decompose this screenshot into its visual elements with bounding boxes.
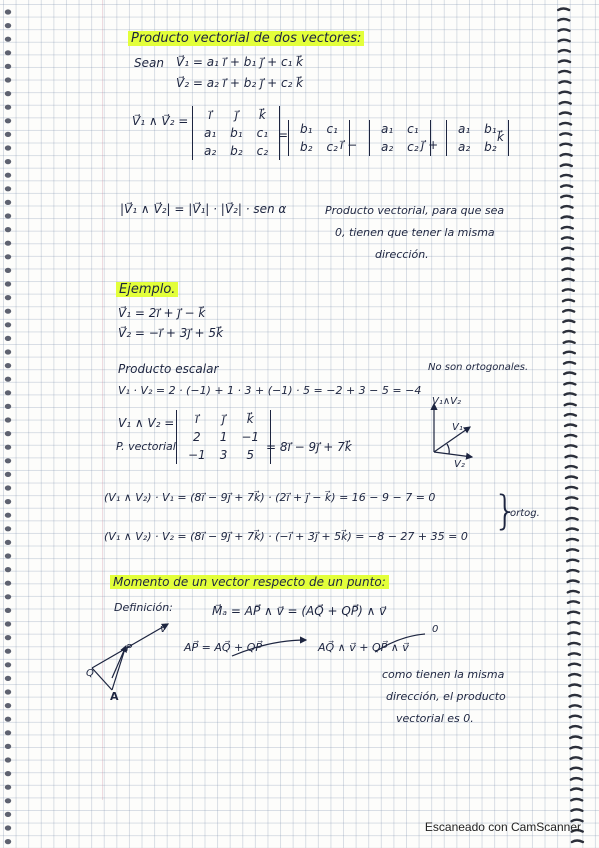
binding-hole [5, 445, 11, 450]
spiral-ring [568, 612, 579, 614]
matrix-cell: 1 [219, 430, 228, 444]
moment-note-1: como tienen la misma [382, 668, 505, 681]
binding-hole [5, 200, 11, 205]
section-title-cross-product: Producto vectorial de dos vectores: [128, 31, 364, 46]
spiral-ring [565, 393, 576, 395]
binding-hole [5, 717, 11, 722]
matrix-cell: i⃗ [208, 108, 212, 122]
spiral-ring [568, 601, 579, 603]
scanner-watermark: Escaneado con CamScanner [424, 820, 581, 834]
matrix-cell: c₁ [256, 126, 269, 140]
q-point-label: Q [86, 668, 94, 679]
cross-product-lhs: V⃗₁ ∧ V⃗₂ = [132, 114, 189, 128]
ap-sum: AP⃗ = AQ⃗ + QP⃗ [184, 641, 263, 654]
spiral-ring [561, 196, 572, 198]
spiral-ring [563, 279, 574, 281]
binding-hole [5, 404, 11, 409]
binding-hole [5, 309, 11, 314]
spiral-ring [560, 102, 571, 104]
binding-hole [5, 472, 11, 477]
spiral-binding-left [0, 0, 22, 848]
spiral-ring [569, 695, 580, 697]
spiral-ring [563, 310, 574, 312]
matrix-cell: a₁ [381, 122, 394, 136]
matrix-cell: k⃗ [258, 108, 266, 122]
v1-definition: V⃗₁ = a₁ i⃗ + b₁ j⃗ + c₁ k⃗ [176, 55, 304, 69]
binding-hole [5, 703, 11, 708]
orthogonal-label: ortog. [510, 508, 540, 519]
spiral-ring [560, 133, 571, 135]
spiral-ring [571, 789, 582, 791]
matrix-cell: a₁ [458, 122, 471, 136]
spiral-ring [561, 165, 572, 167]
spiral-ring [559, 50, 570, 52]
spiral-ring [567, 518, 578, 520]
spiral-ring [567, 529, 578, 531]
binding-hole [5, 295, 11, 300]
binding-hole [5, 213, 11, 218]
spiral-ring [561, 185, 572, 187]
binding-hole [5, 825, 11, 830]
moment-expansion: AQ⃗ ∧ v⃗ + QP⃗ ∧ v⃗ [318, 641, 409, 654]
spiral-ring [567, 549, 578, 551]
binding-hole [5, 635, 11, 640]
spiral-ring [561, 154, 572, 156]
matrix-cell: j⃗ [221, 412, 226, 426]
moment-note-2: dirección, el producto [386, 690, 506, 703]
binding-hole [5, 676, 11, 681]
matrix-cell: 2 [193, 430, 201, 444]
orthogonality-check-1: (V₁ ∧ V₂) · V₁ = (8i⃗ − 9j⃗ + 7k⃗) · (2i⃗ + j⃗ − k⃗) = 16 − 9 − 7 = 0 [104, 491, 436, 504]
sean-label: Sean [134, 56, 164, 70]
spiral-ring [560, 123, 571, 125]
binding-hole [5, 540, 11, 545]
binding-hole [5, 621, 11, 626]
spiral-ring [570, 726, 581, 728]
spiral-ring [564, 341, 575, 343]
spiral-ring [570, 705, 581, 707]
matrix-cell: c₁ [326, 122, 338, 136]
binding-hole [5, 50, 11, 55]
spiral-ring [566, 456, 577, 458]
zero-annotation: 0 [432, 624, 439, 635]
spiral-ring [558, 19, 569, 21]
spiral-ring [559, 29, 570, 31]
spiral-ring [566, 508, 577, 510]
spiral-ring [568, 591, 579, 593]
example-cross-lhs: V₁ ∧ V₂ = [118, 416, 175, 430]
unit-i-label: i⃗ − [340, 138, 358, 152]
unit-j-label: j⃗ + [421, 138, 439, 152]
spiral-ring [570, 716, 581, 718]
spiral-ring [566, 466, 577, 468]
spiral-ring [565, 404, 576, 406]
matrix-cell: −1 [241, 430, 260, 444]
binding-hole [5, 553, 11, 558]
note-line-2: 0, tienen que tener la misma [335, 226, 495, 239]
spiral-ring [564, 352, 575, 354]
p-point-label: P [126, 643, 133, 654]
v-vector-label: v⃗ [160, 622, 167, 635]
binding-hole [5, 145, 11, 150]
matrix-cell: k⃗ [246, 412, 254, 426]
angle-arc [447, 444, 449, 454]
spiral-ring [560, 113, 571, 115]
ap-segment [112, 652, 124, 690]
binding-hole [5, 227, 11, 232]
matrix-cell: 3 [219, 448, 228, 462]
v2-definition: V⃗₂ = a₂ i⃗ + b₂ j⃗ + c₂ k⃗ [176, 76, 304, 90]
example-title: Ejemplo. [116, 282, 178, 297]
matrix-cell: a₂ [204, 144, 217, 158]
spiral-ring [567, 570, 578, 572]
binding-hole [5, 268, 11, 273]
binding-hole [5, 730, 11, 735]
determinant-3x3 [192, 106, 280, 160]
spiral-ring [561, 175, 572, 177]
binding-hole [5, 662, 11, 667]
binding-hole [5, 37, 11, 42]
spiral-ring [568, 622, 579, 624]
binding-hole [5, 241, 11, 246]
matrix-cell: a₂ [458, 140, 471, 154]
example-v1: V⃗₁ = 2i⃗ + j⃗ − k⃗ [118, 306, 206, 320]
v2-arrow [434, 452, 472, 457]
spiral-ring [562, 227, 573, 229]
a-point-label: A [110, 690, 119, 703]
spiral-ring [564, 383, 575, 385]
binding-hole [5, 458, 11, 463]
binding-hole [5, 757, 11, 762]
moment-formula: M⃗ₐ = AP⃗ ∧ v⃗ = (AQ⃗ + QP⃗) ∧ v⃗ [212, 604, 387, 618]
spiral-ring [569, 664, 580, 666]
binding-hole [5, 349, 11, 354]
binding-hole [5, 785, 11, 790]
matrix-cell: c₂ [407, 140, 419, 154]
matrix-cell: i⃗ [195, 412, 199, 426]
spiral-ring [563, 289, 574, 291]
magnitude-formula: |V⃗₁ ∧ V⃗₂| = |V⃗₁| · |V⃗₂| · sen α [120, 202, 287, 216]
spiral-ring [571, 778, 582, 780]
orthogonal-brace: } [493, 488, 519, 534]
binding-hole [5, 608, 11, 613]
binding-hole [5, 431, 11, 436]
matrix-cell: a₂ [381, 140, 394, 154]
binding-hole [5, 567, 11, 572]
spiral-ring [569, 685, 580, 687]
matrix-cell: c₁ [407, 122, 419, 136]
binding-hole [5, 9, 11, 14]
binding-hole [5, 159, 11, 164]
matrix-cell: b₁ [484, 122, 497, 136]
dot-product-title: Producto escalar [118, 362, 219, 376]
binding-hole [5, 186, 11, 191]
spiral-ring [571, 757, 582, 759]
matrix-cell: b₂ [484, 140, 497, 154]
matrix-cell: c₂ [256, 144, 269, 158]
spiral-ring [572, 841, 583, 843]
matrix-cell: b₂ [300, 140, 313, 154]
binding-hole [5, 132, 11, 137]
spiral-ring [559, 81, 570, 83]
spiral-ring [569, 674, 580, 676]
spiral-ring [570, 737, 581, 739]
spiral-ring [562, 248, 573, 250]
spiral-ring [559, 61, 570, 63]
binding-hole [5, 23, 11, 28]
note-line-3: dirección. [375, 248, 429, 261]
spiral-binding-right [538, 0, 599, 848]
matrix-cell: j⃗ [234, 108, 239, 122]
spiral-ring [568, 633, 579, 635]
binding-hole [5, 77, 11, 82]
matrix-cell: 5 [246, 448, 255, 462]
spiral-ring [563, 331, 574, 333]
spiral-ring [571, 809, 582, 811]
spiral-ring [562, 217, 573, 219]
binding-hole [5, 390, 11, 395]
spiral-ring [560, 144, 571, 146]
spiral-ring [563, 300, 574, 302]
spiral-ring [565, 425, 576, 427]
spiral-ring [561, 206, 572, 208]
spiral-ring [567, 539, 578, 541]
binding-hole [5, 173, 11, 178]
matrix-cell: −1 [188, 448, 206, 462]
binding-hole [5, 363, 11, 368]
binding-hole [5, 513, 11, 518]
spiral-ring [558, 9, 569, 11]
binding-hole [5, 336, 11, 341]
spiral-ring [566, 477, 577, 479]
spiral-ring [564, 373, 575, 375]
example-determinant [176, 410, 271, 464]
matrix-cell: b₂ [230, 144, 243, 158]
spiral-ring [570, 747, 581, 749]
not-orthogonal-note: No son ortogonales. [428, 362, 529, 373]
binding-hole [5, 417, 11, 422]
binding-hole [5, 91, 11, 96]
binding-hole [5, 744, 11, 749]
spiral-ring [566, 497, 577, 499]
diagram-label-v1: V₁ [452, 422, 463, 433]
spiral-ring [560, 92, 571, 94]
spiral-ring [569, 643, 580, 645]
binding-hole [5, 118, 11, 123]
binding-hole [5, 771, 11, 776]
section-title-moment: Momento de un vector respecto de un punto: [110, 575, 389, 589]
spiral-ring [565, 414, 576, 416]
moment-note-3: vectorial es 0. [396, 712, 474, 725]
binding-hole [5, 485, 11, 490]
spiral-ring [562, 237, 573, 239]
cross-result: = 8i⃗ − 9j⃗ + 7k⃗ [266, 440, 352, 454]
spiral-ring [569, 653, 580, 655]
binding-hole [5, 798, 11, 803]
spiral-ring [566, 487, 577, 489]
margin-line [102, 0, 103, 800]
definition-label: Definición: [114, 601, 173, 614]
binding-hole [5, 64, 11, 69]
qp-arrow [112, 646, 126, 678]
equals-sign: = [278, 128, 289, 142]
matrix-cell: b₁ [300, 122, 313, 136]
spiral-ring [571, 799, 582, 801]
binding-hole [5, 254, 11, 259]
orthogonality-check-2: (V₁ ∧ V₂) · V₂ = (8i⃗ − 9j⃗ + 7k⃗) · (−i⃗ + 3j⃗ + 5k⃗) = −8 − 27 + 35 = 0 [104, 530, 468, 543]
binding-hole [5, 594, 11, 599]
binding-hole [5, 649, 11, 654]
example-v2: V⃗₂ = −i⃗ + 3j⃗ + 5k⃗ [118, 326, 224, 340]
spiral-ring [562, 269, 573, 271]
spiral-ring [567, 560, 578, 562]
spiral-ring [565, 445, 576, 447]
binding-hole [5, 499, 11, 504]
binding-hole [5, 839, 11, 844]
dot-product-calc: V₁ · V₂ = 2 · (−1) + 1 · 3 + (−1) · 5 = −2 + 3 − 5 = −4 [118, 384, 422, 397]
binding-hole [5, 689, 11, 694]
diagram-label-v2: V₂ [454, 459, 465, 470]
spiral-ring [571, 768, 582, 770]
spiral-ring [562, 258, 573, 260]
spiral-ring [559, 71, 570, 73]
binding-hole [5, 526, 11, 531]
note-line-1: Producto vectorial, para que sea [325, 204, 505, 217]
spiral-ring [563, 321, 574, 323]
binding-hole [5, 281, 11, 286]
diagram-label-cross: V₁∧V₂ [432, 396, 462, 407]
spiral-ring [559, 40, 570, 42]
spiral-ring [568, 581, 579, 583]
binding-hole [5, 322, 11, 327]
binding-hole [5, 812, 11, 817]
matrix-cell: c₂ [326, 140, 338, 154]
binding-hole [5, 105, 11, 110]
matrix-cell: a₁ [204, 126, 217, 140]
binding-hole [5, 581, 11, 586]
spiral-ring [564, 362, 575, 364]
matrix-cell: b₁ [230, 126, 243, 140]
unit-k-label: k⃗ [497, 130, 504, 144]
binding-hole [5, 377, 11, 382]
vectorial-product-label: P. vectorial [116, 440, 176, 453]
spiral-ring [565, 435, 576, 437]
